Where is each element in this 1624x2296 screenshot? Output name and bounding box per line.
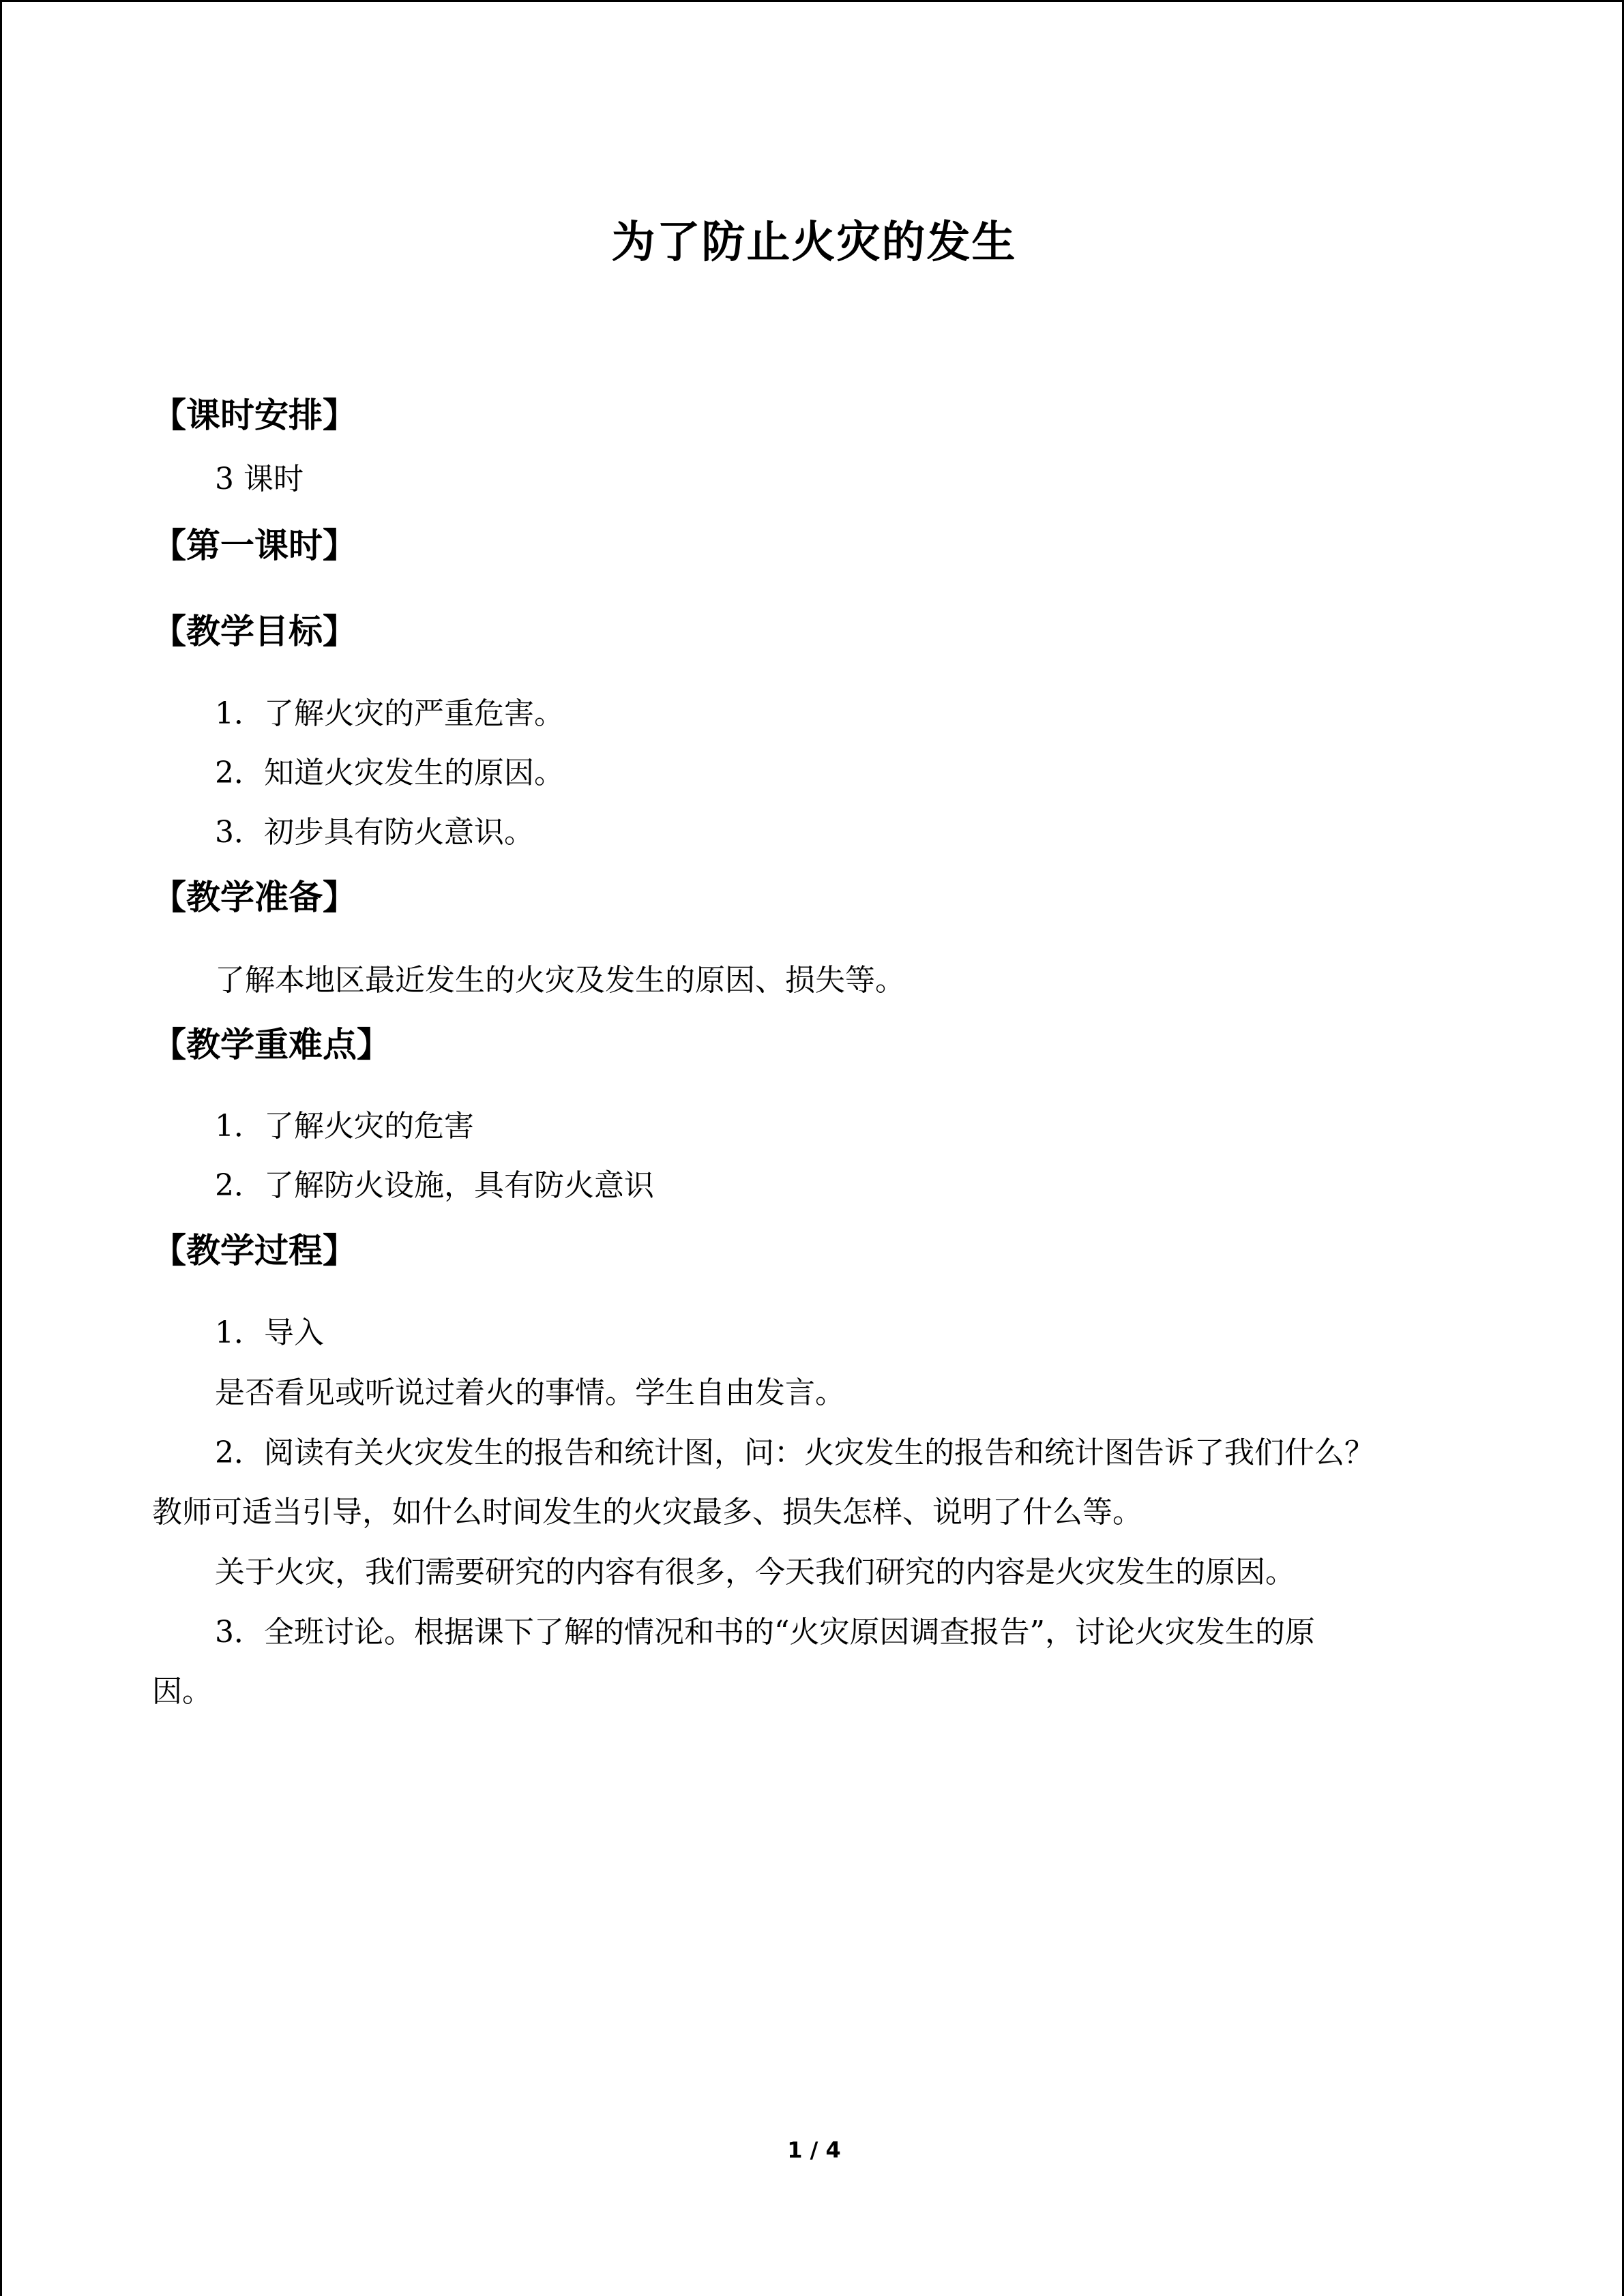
- process-line-1: 1．导入: [215, 1315, 324, 1350]
- process-line-5: 关于火灾，我们需要研究的内容有很多，今天我们研究的内容是火灾发生的原因。: [215, 1555, 1295, 1590]
- keypoint-item-2: 2．了解防火设施，具有防火意识: [215, 1168, 654, 1203]
- heading-keypoints: 【教学重难点】: [152, 1024, 391, 1064]
- goal-item-1: 1．了解火灾的严重危害。: [215, 696, 564, 731]
- schedule-text: 3 课时: [215, 462, 304, 496]
- heading-schedule: 【课时安排】: [152, 395, 357, 435]
- document-title: 为了防止火灾的发生: [611, 217, 1017, 268]
- heading-process: 【教学过程】: [152, 1230, 357, 1270]
- heading-lesson-1: 【第一课时】: [152, 525, 357, 565]
- process-line-6: 3．全班讨论。根据课下了解的情况和书的“火灾原因调查报告”，讨论火灾发生的原: [215, 1615, 1315, 1650]
- process-line-7: 因。: [152, 1674, 212, 1709]
- page-indicator: 1 / 4: [787, 2137, 841, 2163]
- heading-preparation: 【教学准备】: [152, 877, 357, 917]
- keypoint-item-1: 1．了解火灾的危害: [215, 1109, 474, 1144]
- goal-item-2: 2．知道火灾发生的原因。: [215, 756, 564, 790]
- preparation-text: 了解本地区最近发生的火灾及发生的原因、损失等。: [215, 963, 905, 998]
- process-line-2: 是否看见或听说过着火的事情。学生自由发言。: [215, 1375, 845, 1410]
- process-line-4: 教师可适当引导，如什么时间发生的火灾最多、损失怎样、说明了什么等。: [152, 1495, 1142, 1530]
- heading-goals: 【教学目标】: [152, 611, 357, 651]
- goal-item-3: 3．初步具有防火意识。: [215, 815, 534, 850]
- process-line-3: 2．阅读有关火灾发生的报告和统计图，问：火灾发生的报告和统计图告诉了我们什么？: [215, 1435, 1374, 1470]
